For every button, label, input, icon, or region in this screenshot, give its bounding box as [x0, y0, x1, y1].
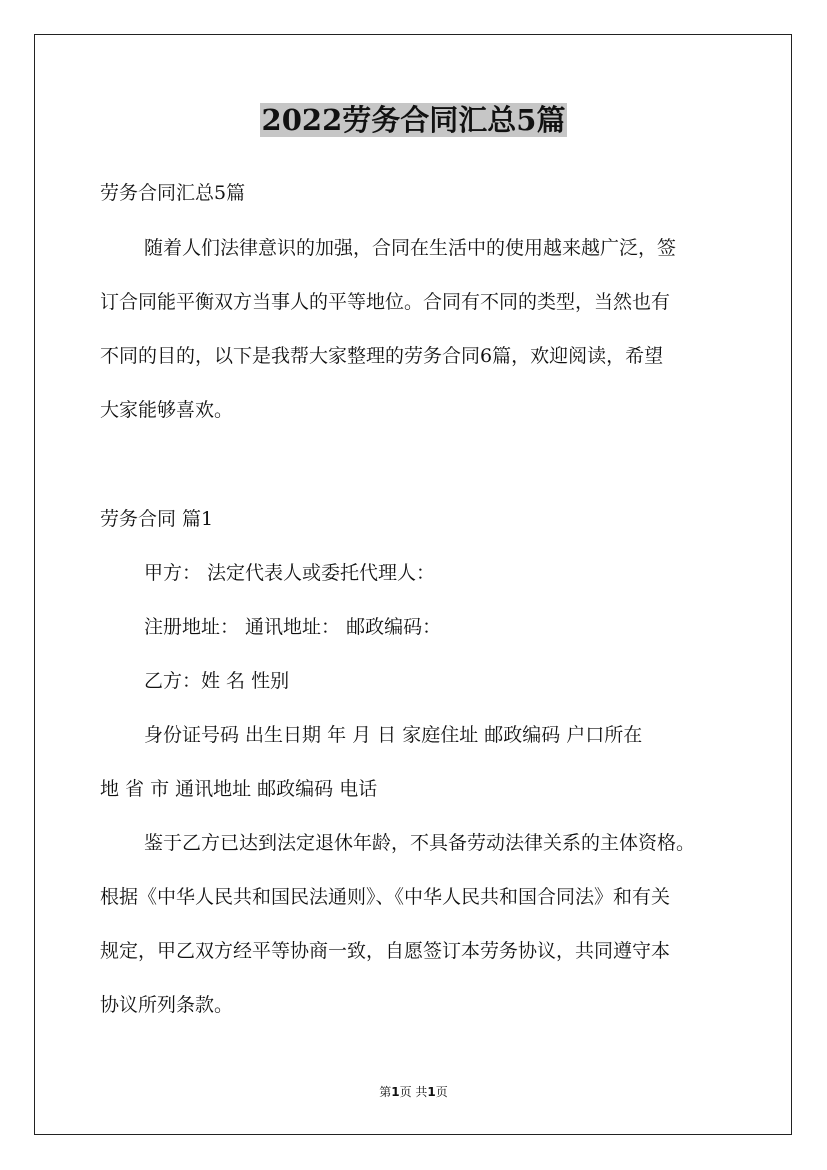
intro-line-1: 随着人们法律意识的加强，合同在生活中的使用越来越广泛，签 — [144, 237, 677, 259]
intro-line-3: 不同的目的，以下是我帮大家整理的劳务合同6篇，欢迎阅读，希望 — [100, 345, 664, 367]
body-line-3: 规定，甲乙双方经平等协商一致，自愿签订本劳务协议，共同遵守本 — [100, 940, 671, 962]
address-line: 注册地址： 通讯地址： 邮政编码： — [144, 616, 442, 638]
page-total: 1 — [427, 1085, 436, 1099]
body-line-2: 根据《中华人民共和国民法通则》、《中华人民共和国合同法》和有关 — [100, 886, 671, 908]
id-line-1: 身份证号码 出生日期 年 月 日 家庭住址 邮政编码 户口所在 — [144, 724, 643, 746]
section-heading: 劳务合同 篇1 — [100, 508, 214, 530]
intro-line-4: 大家能够喜欢。 — [100, 399, 234, 421]
id-line-2: 地 省 市 通讯地址 邮政编码 电话 — [100, 778, 378, 800]
document-subtitle: 劳务合同汇总5篇 — [100, 182, 246, 204]
page-footer: 第1页 共1页 — [379, 1085, 448, 1099]
party-a-line: 甲方： 法定代表人或委托代理人： — [144, 562, 436, 584]
intro-line-2: 订合同能平衡双方当事人的平等地位。合同有不同的类型，当然也有 — [100, 291, 671, 313]
page-number: 1 — [391, 1085, 400, 1099]
document-title: 2022劳务合同汇总5篇 — [261, 103, 566, 137]
body-line-4: 协议所列条款。 — [100, 994, 234, 1016]
party-b-line: 乙方：姓 名 性别 — [144, 670, 290, 692]
body-line-1: 鉴于乙方已达到法定退休年龄，不具备劳动法律关系的主体资格。 — [144, 832, 696, 854]
